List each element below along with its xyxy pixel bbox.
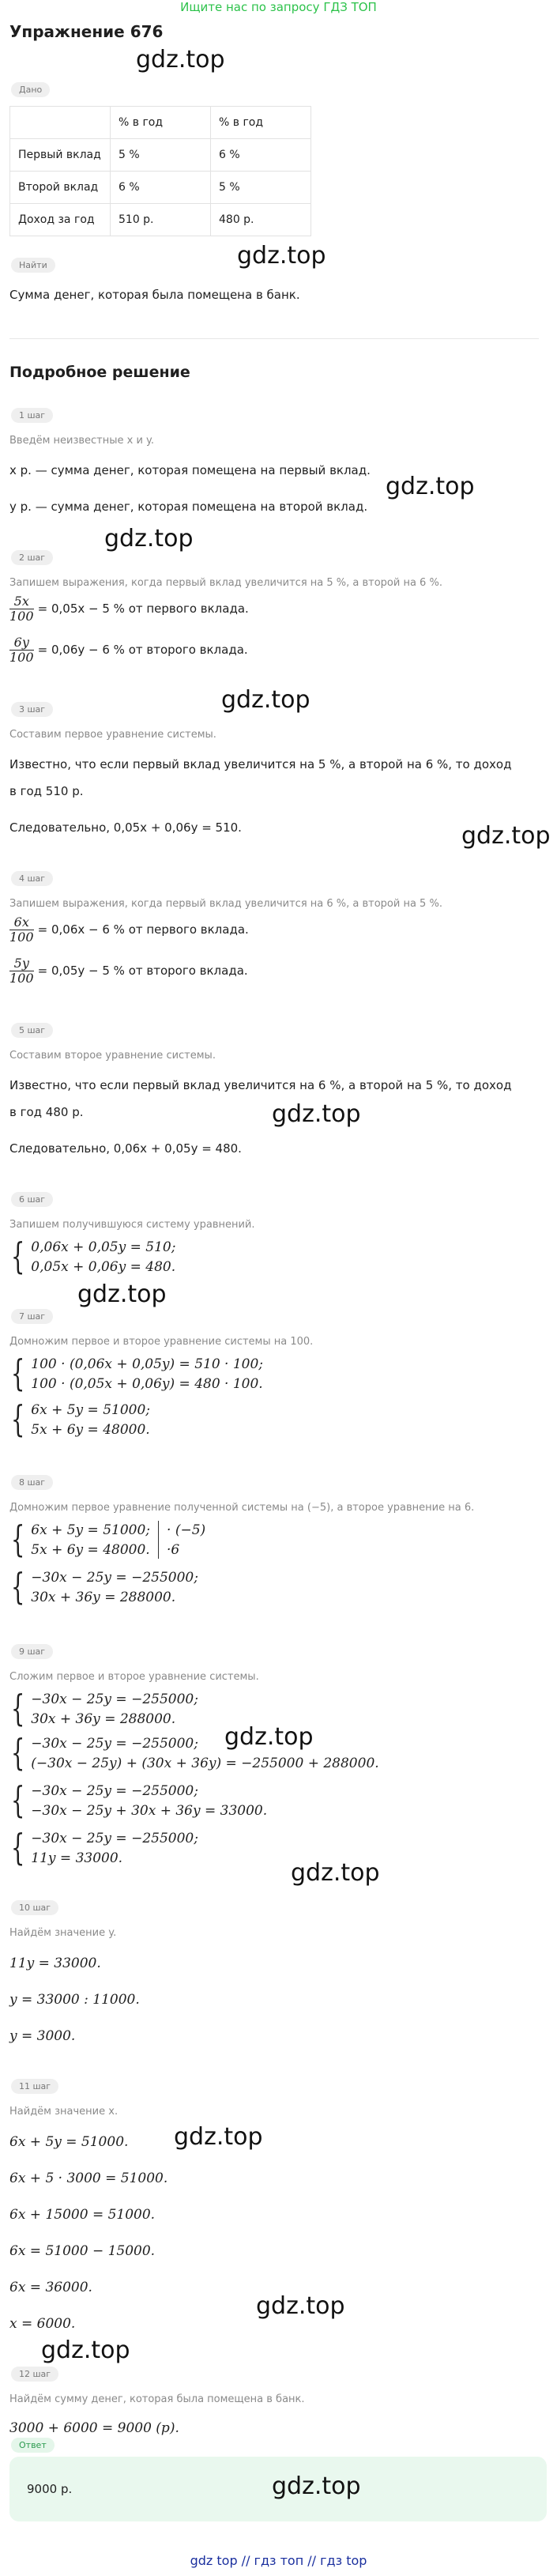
equation-system: { 6x + 5y = 51000; 5x + 6y = 48000.	[10, 1397, 151, 1440]
footer-links[interactable]: gdz top // гдз топ // гдз top	[190, 2553, 367, 2568]
step-6-chip: 6 шаг	[11, 1192, 53, 1207]
table-cell: 6 %	[211, 139, 311, 172]
table-cell	[10, 107, 111, 139]
table-cell: % в год	[211, 107, 311, 139]
step-2-chip: 2 шаг	[11, 550, 53, 565]
table-cell: 5 %	[111, 139, 211, 172]
equation-system: { −30x − 25y = −255000; 11y = 33000.	[10, 1826, 198, 1869]
equation-line: x = 6000.	[9, 2316, 76, 2332]
step-3-note: Составим первое уравнение системы.	[9, 729, 216, 741]
watermark: gdz.top	[461, 822, 551, 850]
equation-line: y = 3000.	[9, 2028, 76, 2044]
watermark: gdz.top	[272, 1100, 361, 1128]
step-1-note: Введём неизвестные x и y.	[9, 435, 155, 447]
equation-line: 6x + 15000 = 51000.	[9, 2207, 156, 2223]
equation-line: 6x = 51000 − 15000.	[9, 2243, 156, 2259]
step-10-chip: 10 шаг	[11, 1900, 58, 1915]
top-banner[interactable]: Ищите нас по запросу ГДЗ ТОП	[180, 0, 377, 14]
fraction: $\frac{5y}{100}$	[9, 956, 34, 986]
step-6-note: Запишем получившуюся систему уравнений.	[9, 1219, 255, 1231]
step-9-note: Сложим первое и второе уравнение системы.	[9, 1671, 259, 1683]
table-cell: 510 р.	[111, 204, 211, 236]
watermark: gdz.top	[221, 686, 310, 714]
fraction: $\frac{6x}{100}$	[9, 915, 34, 945]
watermark: gdz.top	[77, 1280, 167, 1308]
step-3-chip: 3 шаг	[11, 702, 53, 717]
step-2-formula: $\frac{6y}{100}$ = 0,06y − 6 % от второго вклада.	[9, 635, 248, 665]
table-row	[10, 204, 311, 236]
table-row	[10, 107, 311, 139]
equation-system: { −30x − 25y = −255000; 30x + 36y = 288000.	[10, 1565, 198, 1608]
watermark: gdz.top	[136, 46, 225, 74]
step-4-chip: 4 шаг	[11, 871, 53, 886]
step-8-chip: 8 шаг	[11, 1475, 53, 1490]
equation-system: { −30x − 25y = −255000; 30x + 36y = 288000.	[10, 1687, 198, 1729]
table-row	[10, 139, 311, 172]
step-7-note: Домножим первое и второе уравнение системы на 100.	[9, 1336, 314, 1348]
step-5-line: Известно, что если первый вклад увеличится на 6 %, а второй на 5 %, то доход	[9, 1078, 512, 1092]
solution-title: Подробное решение	[9, 364, 190, 381]
step-11-chip: 11 шаг	[11, 2079, 58, 2094]
find-chip: Найти	[11, 258, 55, 273]
equation-system: { 6x + 5y = 51000; 5x + 6y = 48000. · (−5) ·6	[10, 1518, 206, 1560]
watermark: gdz.top	[237, 242, 326, 270]
equation-system: { 100 · (0,06x + 0,05y) = 510 · 100; 100 · (0,05x + 0,06y) = 480 · 100.	[10, 1352, 264, 1394]
step-9-chip: 9 шаг	[11, 1644, 53, 1659]
watermark: gdz.top	[272, 2472, 361, 2500]
equation-line: 6x + 5 · 3000 = 51000.	[9, 2171, 168, 2186]
step-1-chip: 1 шаг	[11, 408, 53, 423]
given-table	[9, 106, 311, 236]
watermark: gdz.top	[224, 1723, 314, 1751]
table-cell: 5 %	[211, 172, 311, 204]
equation-line: 11y = 33000.	[9, 1956, 101, 1971]
find-text: Сумма денег, которая была помещена в банк.	[9, 288, 300, 302]
step-5-chip: 5 шаг	[11, 1023, 53, 1038]
step-4-formula: $\frac{5y}{100}$ = 0,05y − 5 % от второго вклада.	[9, 956, 248, 986]
watermark: gdz.top	[41, 2337, 130, 2364]
table-cell: 480 р.	[211, 204, 311, 236]
equation-system: { −30x − 25y = −255000; −30x − 25y + 30x + 36y = 33000.	[10, 1778, 268, 1821]
step-5-line: Следовательно, 0,06x + 0,05y = 480.	[9, 1141, 242, 1156]
watermark: gdz.top	[291, 1859, 380, 1887]
step-5-line: в год 480 р.	[9, 1105, 84, 1119]
step-4-formula: $\frac{6x}{100}$ = 0,06x − 6 % от первого вклада.	[9, 915, 249, 945]
step-3-line: Следовательно, 0,05x + 0,06y = 510.	[9, 820, 242, 835]
watermark: gdz.top	[174, 2123, 263, 2151]
step-4-note: Запишем выражения, когда первый вклад увеличится на 6 %, а второй на 5 %.	[9, 898, 442, 910]
step-1-line: x р. — сумма денег, которая помещена на первый вклад.	[9, 463, 371, 477]
table-cell: Доход за год	[10, 204, 111, 236]
step-3-line: в год 510 р.	[9, 784, 84, 798]
equation-line: 3000 + 6000 = 9000 (р).	[9, 2420, 179, 2436]
step-12-note: Найдём сумму денег, которая была помещена в банк.	[9, 2393, 305, 2405]
step-3-line: Известно, что если первый вклад увеличится на 5 %, а второй на 6 %, то доход	[9, 757, 512, 771]
step-2-note: Запишем выражения, когда первый вклад увеличится на 5 %, а второй на 6 %.	[9, 577, 442, 589]
step-5-note: Составим второе уравнение системы.	[9, 1050, 216, 1062]
equation-line: y = 33000 : 11000.	[9, 1992, 140, 2008]
given-chip: Дано	[11, 82, 50, 97]
table-cell: Второй вклад	[10, 172, 111, 204]
equation-system: { −30x − 25y = −255000; (−30x − 25y) + (30x + 36y) = −255000 + 288000.	[10, 1731, 379, 1774]
step-7-chip: 7 шаг	[11, 1309, 53, 1324]
equation-line: 6x = 36000.	[9, 2280, 92, 2295]
answer-chip: Ответ	[11, 2438, 55, 2453]
equation-line: 6x + 5y = 51000.	[9, 2134, 129, 2150]
table-row	[10, 172, 311, 204]
answer-text: 9000 р.	[27, 2482, 73, 2496]
table-cell: % в год	[111, 107, 211, 139]
page-title: Упражнение 676	[9, 22, 164, 41]
step-2-formula: $\frac{5x}{100}$ = 0,05x − 5 % от первого вклада.	[9, 594, 249, 624]
fraction: $\frac{6y}{100}$	[9, 635, 34, 665]
watermark: gdz.top	[386, 473, 475, 500]
table-cell: 6 %	[111, 172, 211, 204]
table-cell: Первый вклад	[10, 139, 111, 172]
fraction: $\frac{5x}{100}$	[9, 594, 34, 624]
watermark: gdz.top	[256, 2292, 345, 2320]
step-12-chip: 12 шаг	[11, 2367, 58, 2382]
equation-system: { 0,06x + 0,05y = 510; 0,05x + 0,06y = 480.	[10, 1235, 176, 1277]
step-1-line: y р. — сумма денег, которая помещена на второй вклад.	[9, 500, 368, 514]
watermark: gdz.top	[104, 525, 194, 553]
step-10-note: Найдём значение y.	[9, 1927, 117, 1939]
divider	[9, 338, 539, 339]
step-8-note: Домножим первое уравнение полученной системы на (−5), а второе уравнение на 6.	[9, 1502, 475, 1514]
step-11-note: Найдём значение x.	[9, 2106, 119, 2118]
